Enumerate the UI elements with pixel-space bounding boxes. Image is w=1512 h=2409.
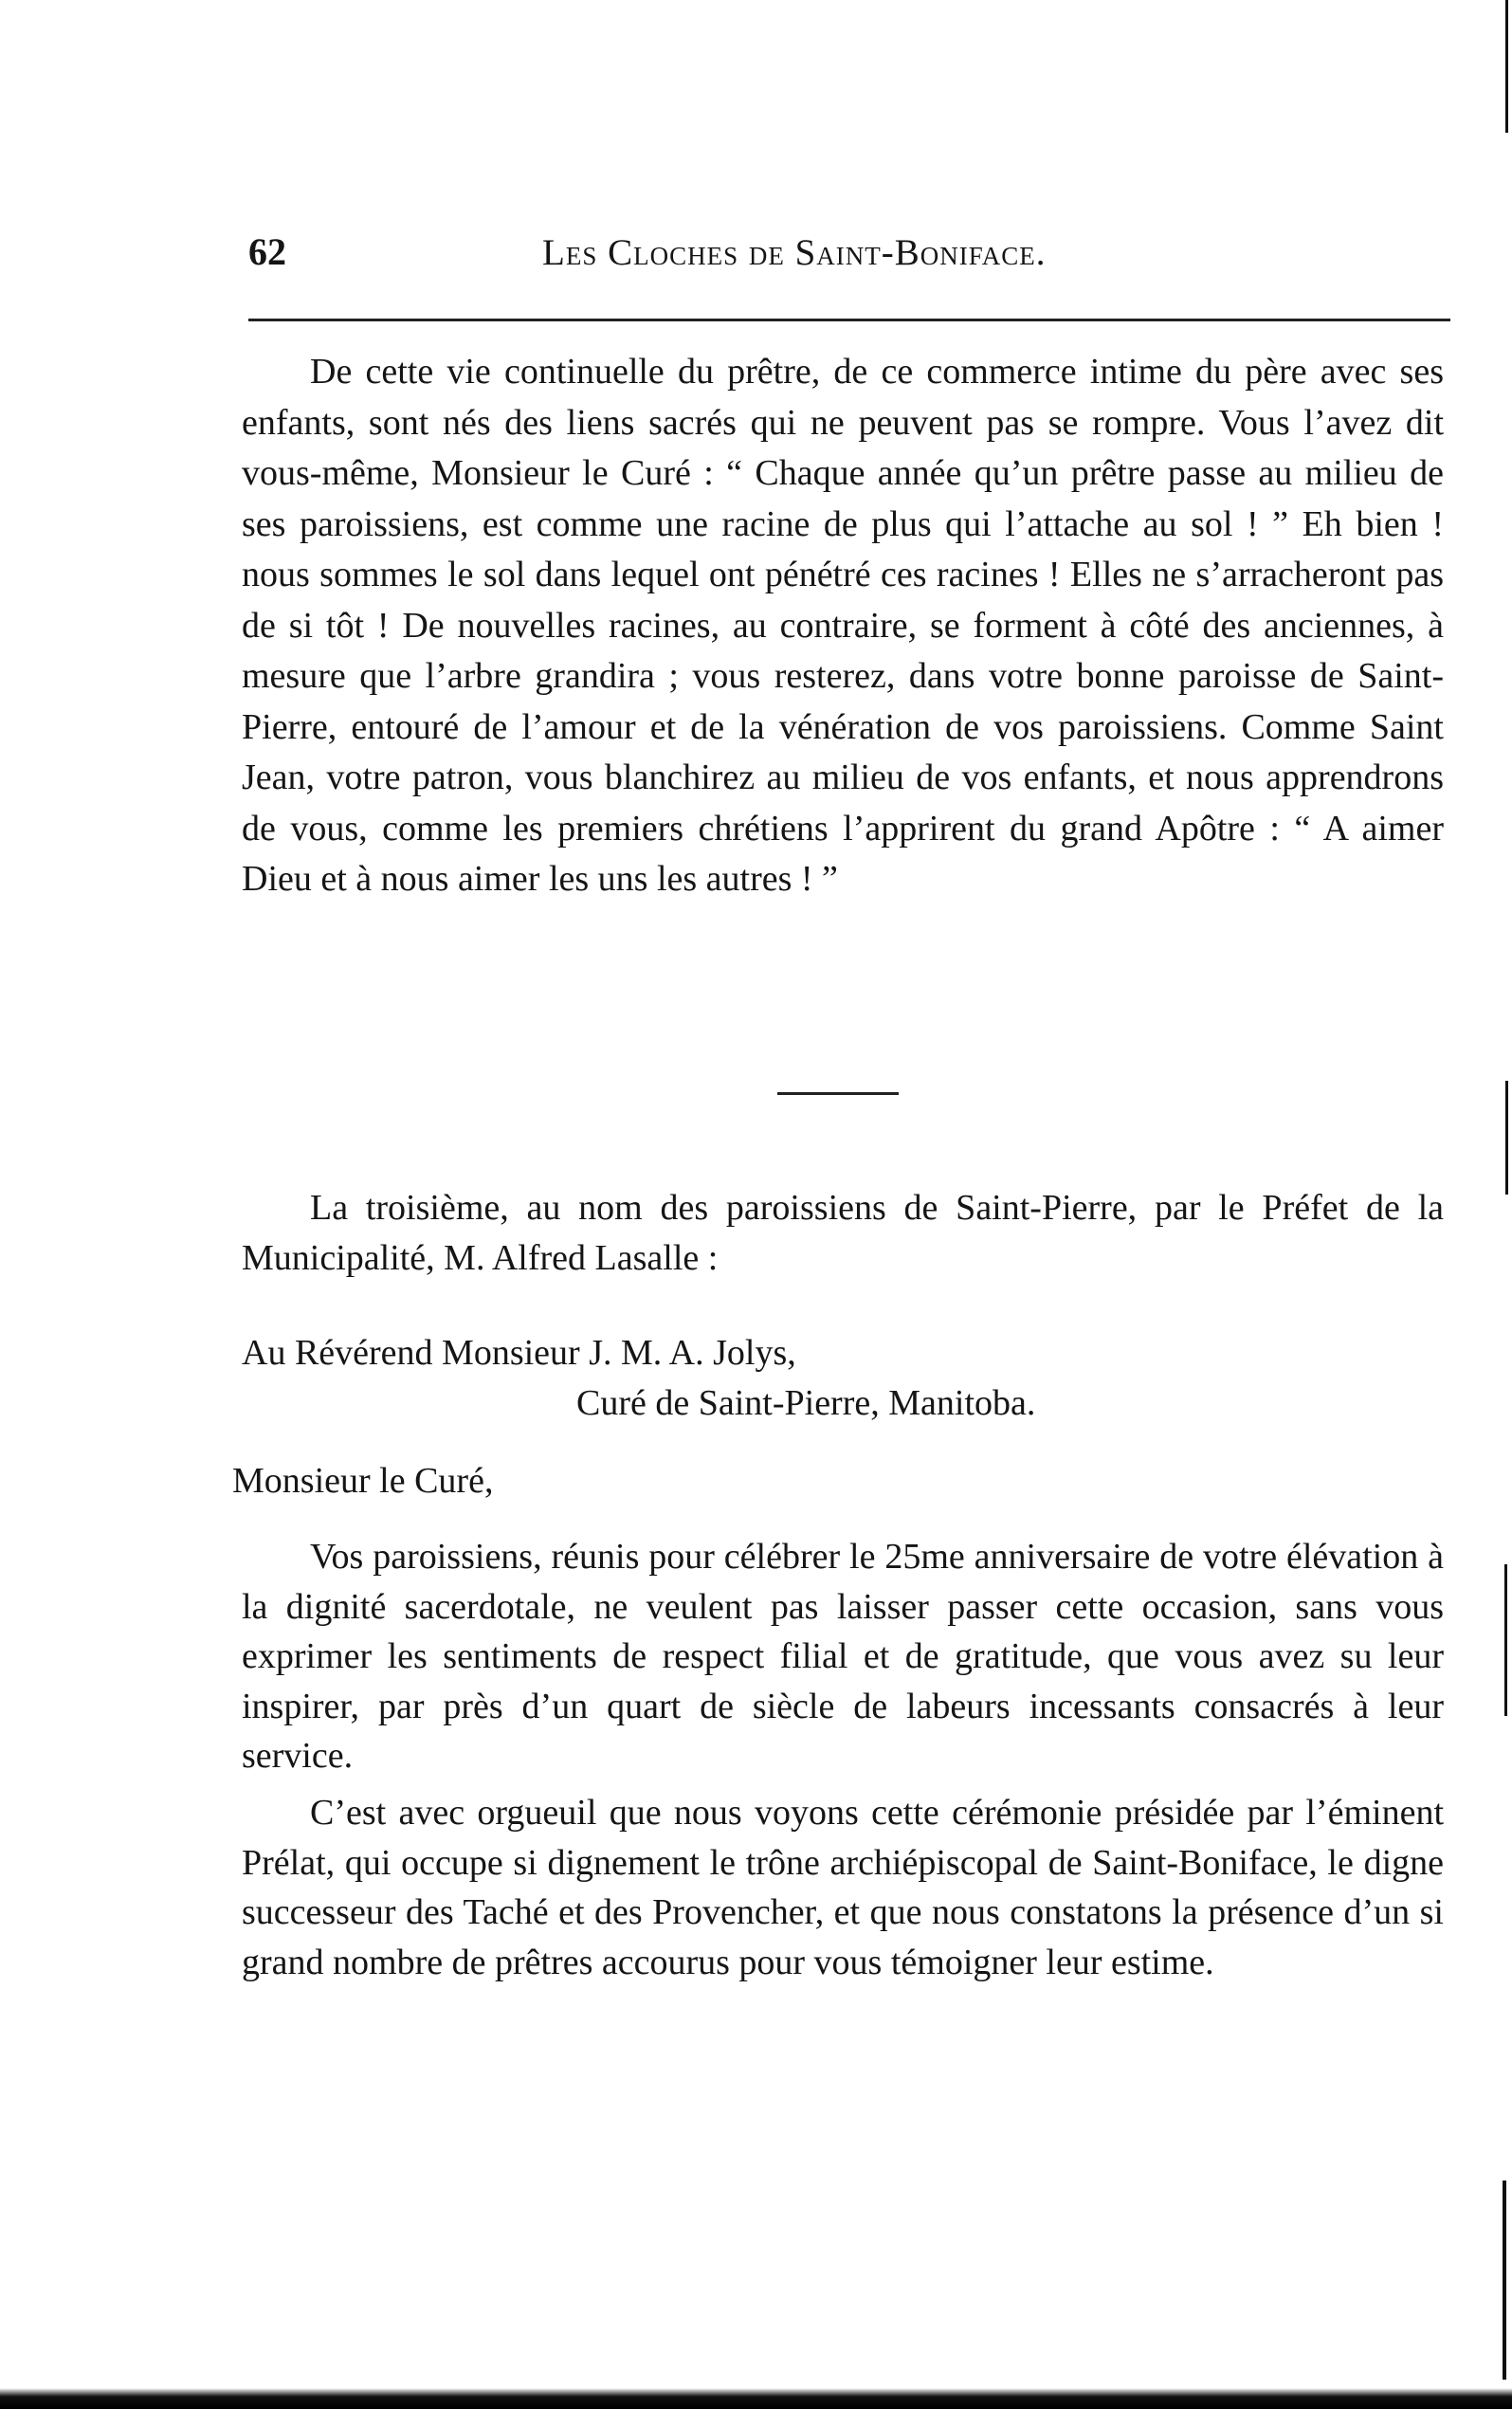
paragraph-2: [242, 1183, 1444, 1284]
paragraph-4: [242, 1788, 1444, 1987]
scan-edge-mark: [1505, 0, 1508, 133]
scan-edge-mark: [1504, 1564, 1507, 1716]
section-divider: [777, 1092, 899, 1095]
scan-edge-mark: [1505, 1081, 1508, 1195]
paragraph-3-text: Vos paroissiens, réunis pour célébrer le 25me anniversaire de votre élévation à la dignité sacerdotale, ne veulent pas laisser passer cette occasion, sans vous exprimer les sentiments de respect filial et de gratitude, que vous avez su leur inspirer, par près d’un quart de siècle de labeurs incessants consacrés à leur service.: [242, 1537, 1444, 1776]
header-rule: [248, 319, 1450, 321]
paragraph-3: [242, 1532, 1444, 1781]
address-line-1: Au Révérend Monsieur J. M. A. Jolys,: [242, 1333, 796, 1373]
page-header: [248, 229, 1450, 286]
page-number: 62: [248, 230, 286, 273]
paragraph-1-text: De cette vie continuelle du prêtre, de ce commerce intime du père avec ses enfants, sont nés des liens sacrés qui ne peuvent pas se rompre. Vous l’avez dit vous-même, Monsieur le Curé : “ Chaque année qu’un prêtre passe au milieu de ses paroissiens, est comme une racine de plus qui l’attache au sol ! ” Eh bien ! nous sommes le sol dans lequel ont pénétré ces racines ! Elles ne s’arracheront pas de si tôt ! De nouvelles racines, au contraire, se forment à côté des anciennes, à mesure que l’arbre grandira ; vous resterez, dans votre bonne paroisse de Saint-Pierre, entouré de l’amour et de la vénération de vos paroissiens. Comme Saint Jean, votre patron, vous blanchirez au milieu de vos enfants, et nous apprendrons de vous, comme les premiers chrétiens l’apprirent du grand Apôtre : “ A aimer Dieu et à nous aimer les uns les autres ! ”: [242, 352, 1444, 899]
salutation: Monsieur le Curé,: [232, 1461, 494, 1501]
scan-edge-mark: [1503, 2181, 1506, 2380]
paragraph-2-text: La troisième, au nom des paroissiens de Saint-Pierre, par le Préfet de la Municipalité, M. Alfred Lasalle :: [242, 1188, 1444, 1278]
running-title: Les Cloches de Saint-Boniface.: [542, 232, 1047, 273]
paragraph-4-text: C’est avec orgueuil que nous voyons cette cérémonie présidée par l’éminent Prélat, qui occupe si dignement le trône archiépiscopal de Saint-Boniface, le digne successeur des Taché et des Provencher, et que nous constatons la présence d’un si grand nombre de prêtres accourus pour vous témoigner leur estime.: [242, 1793, 1444, 1982]
paragraph-1: [242, 347, 1444, 905]
address-line-2: Curé de Saint-Pierre, Manitoba.: [576, 1383, 1036, 1423]
scan-bottom-edge: [0, 2388, 1512, 2409]
